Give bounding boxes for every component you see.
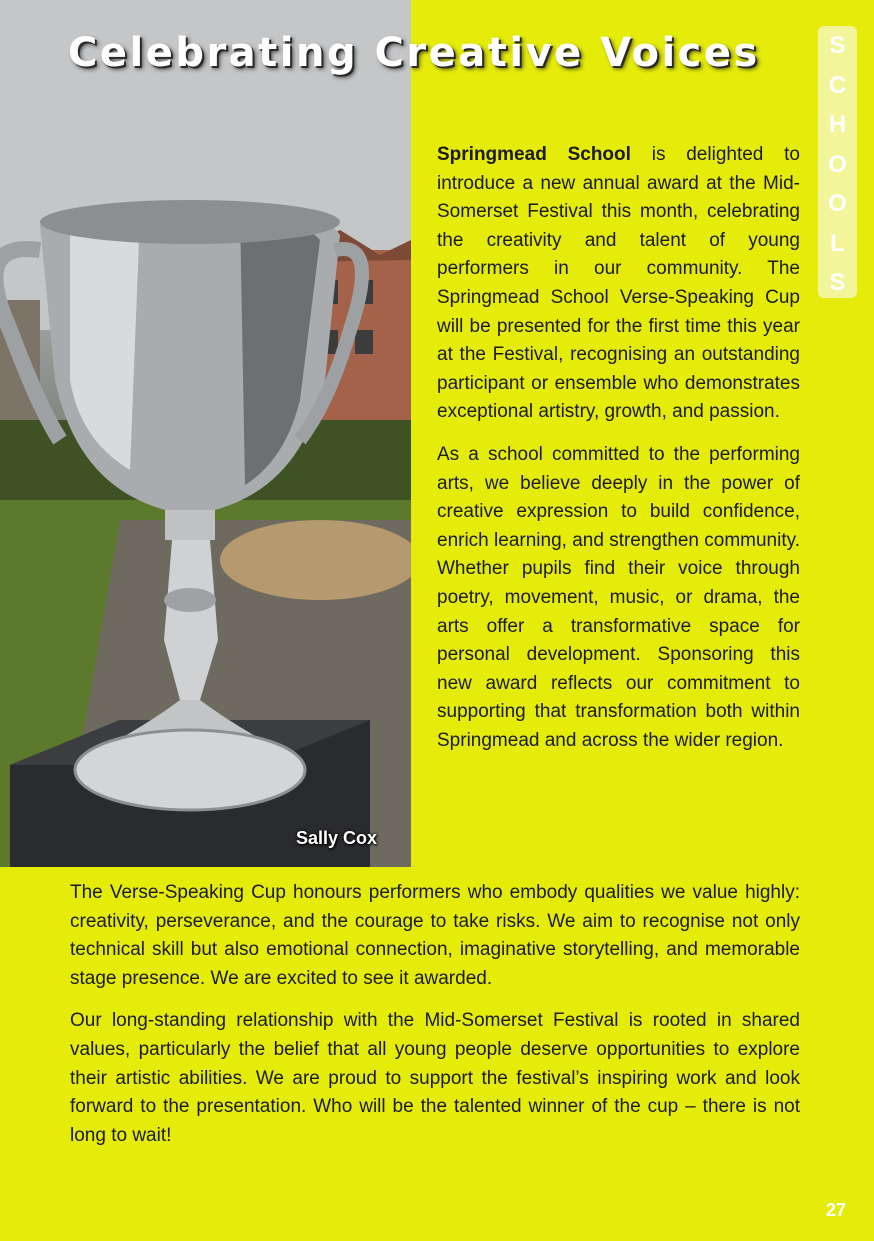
- full-width-text: [70, 879, 800, 1164]
- trophy-photo: [0, 0, 411, 867]
- body-paragraph-4: Our long-standing relationship with the Mid-Somerset Festival is rooted in shared values, particularly the belief that all young people deserve opportunities to explore their artistic abilities. We are proud to support the festival’s inspiring work and look forward to the presentation. Who will be the talented winner of the cup – there is not long to wait!: [70, 1010, 800, 1146]
- page-number: 27: [826, 1200, 847, 1220]
- photo-credit: Sally Cox: [296, 828, 378, 848]
- body-paragraph-3: The Verse-Speaking Cup honours performers who embody qualities we value highly: creativity, perseverance, and the courage to take risks. We aim to recognise not only technical skill but also emotional connection, imaginative storytelling, and memorable stage presence. We are excited to see it awarded.: [70, 882, 800, 989]
- trophy-illustration: [0, 0, 411, 867]
- tab-letter: L: [830, 229, 845, 257]
- tab-letter: O: [828, 190, 847, 217]
- school-name: Springmead School: [437, 144, 631, 165]
- tab-letter: C: [828, 71, 847, 99]
- intro-paragraph-1: [437, 141, 800, 427]
- section-tab-schools: [818, 26, 857, 298]
- intro-column: [437, 141, 800, 769]
- tab-letter: O: [828, 150, 847, 178]
- tab-letter: S: [829, 32, 846, 59]
- tab-letter: H: [828, 111, 847, 138]
- tab-letter: S: [829, 269, 846, 296]
- page-title: Celebrating Creative Voices: [68, 30, 760, 76]
- intro-paragraph-2: As a school committed to the performing arts, we believe deeply in the power of creative expression to build confidence, enrich learning, and strengthen community. Whether pupils find their voice through poetry, movement, music, or drama, the arts offer a transformative space for personal development. Sponsoring this new award reflects our commitment to supporting that transformation both within Springmead and across the wider region.: [437, 443, 800, 751]
- intro-paragraph-1-text: is delighted to introduce a new annual award at the Mid-Somerset Festival this month, celebrating the creativity and talent of young performers in our community. The Springmead School Verse-Speaking Cup will be presented for the first time this year at the Festival, recognising an outstanding participant or ensemble who demonstrates exceptional artistry, growth, and passion.: [437, 144, 800, 423]
